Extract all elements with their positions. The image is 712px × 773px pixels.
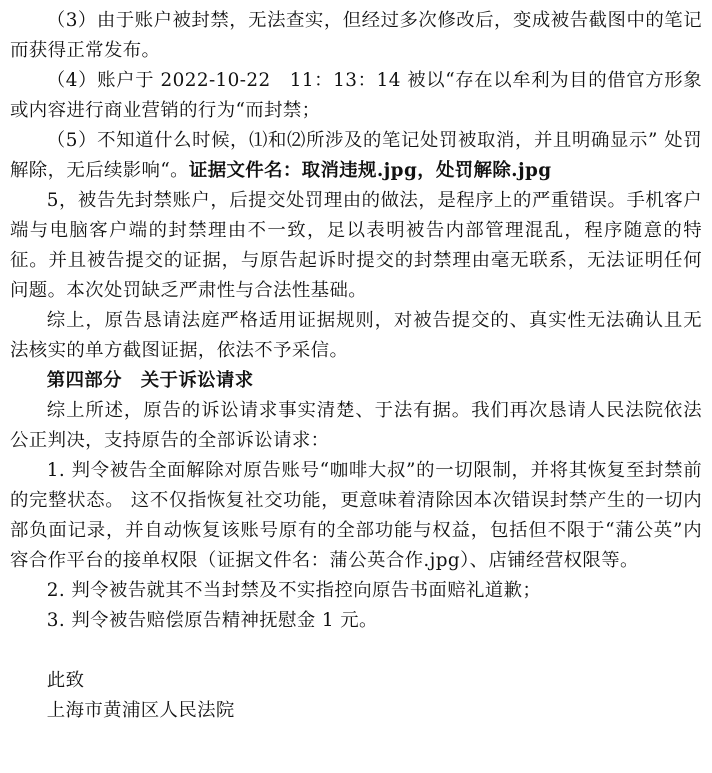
court-name: 上海市黄浦区人民法院	[46, 700, 235, 721]
request-2-paragraph: 2. 判令被告就其不当封禁及不实指控向原告书面赔礼道歉；	[46, 580, 542, 601]
section-4-intro: 综上所述，原告的诉讼请求事实清楚、于法有据。我们再次恳请人民法院依法公正判决，支持原告的全部诉讼请求：	[10, 400, 702, 451]
item-5-paragraph	[10, 126, 702, 186]
request-1-paragraph: 1. 判令被告全面解除对原告账号“咖啡大叔”的一切限制，并将其恢复至封禁前的完整状态。 这不仅指恢复社交功能，更意味着清除因本次错误封禁产生的一切内部负面记录，并自动恢复该账号原有的全部功能与权益，包括但不限于“蒲公英”内容合作平台的接单权限（证据文件名：蒲公英合作.jpg）、店铺经营权限等。	[10, 460, 702, 571]
point-5-paragraph: 5，被告先封禁账户，后提交处罚理由的做法，是程序上的严重错误。手机客户端与电脑客户端的封禁理由不一致，足以表明被告内部管理混乱，程序随意的特征。并且被告提交的证据，与原告起诉时提交的封禁理由毫无联系，无法证明任何问题。本次处罚缺乏严肃性与合法性基础。	[10, 190, 702, 301]
section-4-heading: 第四部分 关于诉讼请求	[46, 370, 254, 391]
closing-salutation: 此致	[46, 670, 85, 691]
item-5-evidence: 证据文件名：取消违规.jpg，处罚解除.jpg	[188, 160, 552, 181]
summary-paragraph: 综上，原告恳请法庭严格适用证据规则，对被告提交的、真实性无法确认且无法核实的单方截图证据，依法不予采信。	[10, 310, 702, 361]
item-4-paragraph: （4）账户于 2022-10-22 11：13：14 被以“存在以牟利为目的借官方形象或内容进行商业营销的行为“而封禁；	[10, 70, 702, 121]
item-5-text: （5）不知道什么时候，⑴和⑵所涉及的笔记处罚被取消，并且明确显示” 处罚解除，无后续影响“。	[10, 130, 702, 181]
item-3-paragraph: （3）由于账户被封禁，无法查实，但经过多次修改后，变成被告截图中的笔记而获得正常发布。	[10, 10, 702, 61]
request-3-paragraph: 3. 判令被告赔偿原告精神抚慰金 1 元。	[46, 610, 378, 631]
document-page	[10, 6, 702, 726]
blank-line	[10, 636, 702, 666]
